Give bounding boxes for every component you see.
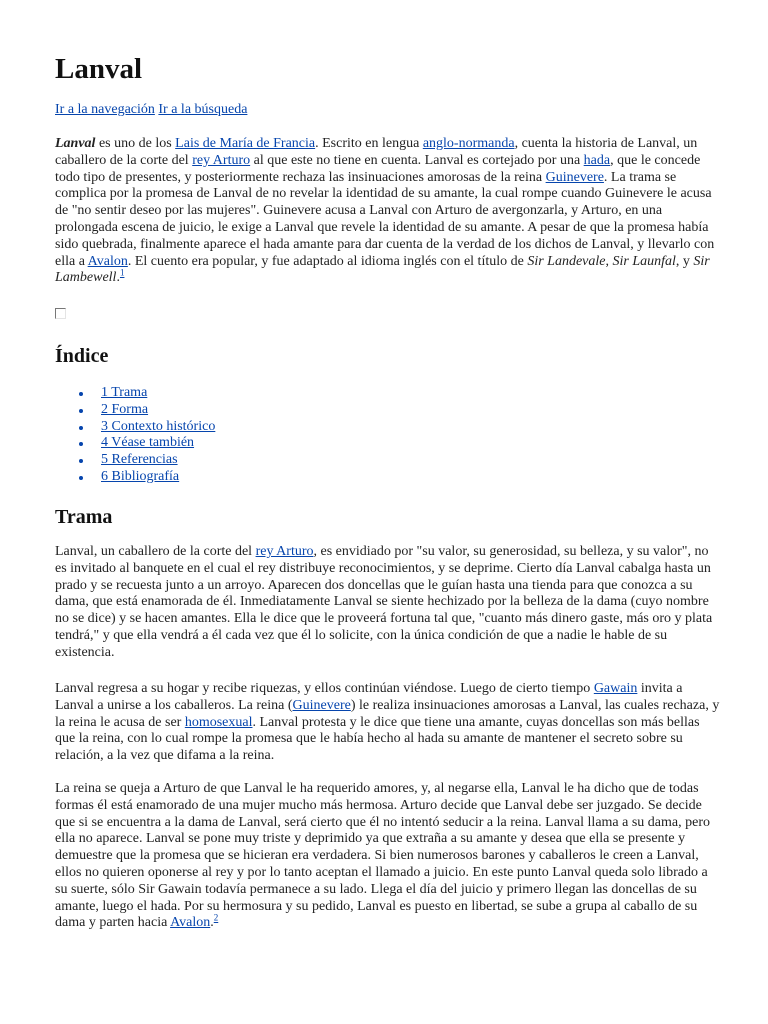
toc-item: [55, 452, 215, 469]
jump-links: [55, 101, 247, 119]
toc-link-trama[interactable]: 1 Trama: [101, 385, 148, 400]
trama-paragraph-2: Lanval regresa a su hogar y recibe riquezas, y ellos continúan viéndose. Luego de cierto tiempo Gawain invita a Lanval a unirse a los caballeros. La reina (Guinevere) le realiza insinuaciones amorosas a Lanval, las cuales rechaza, y la reina le acusa de ser homosexual. Lanval protesta y le dice que tiene una amante, cuyas doncellas son más bellas que la reina, con lo cual rompe la promesa que le había hecho al hada su amante de mantener el secreto sobre su relación, a la vez que difama a la reina.: [55, 681, 720, 764]
link-rey-arturo-2[interactable]: rey Arturo: [255, 544, 314, 559]
trama-paragraph-3: La reina se queja a Arturo de que Lanval le ha requerido amores, y, al negarse ella, Lanval le ha dicho que de todas formas él está enamorado de una mujer mucho más hermosa. Arturo decide que Lanval debe ser juzgado. Se decide que si se encuentra a la dama de Lanval, será cierto que él no intentó seducir a la reina. Lanval llama a su dama, pero ella no aparece. Lanval se pone muy triste y deprimido ya que extraña a su amante y desea que ella se presente y demuestre que la promesa que se hicieran era verdadera. Si bien numerosos barones y caballeros le creen a Lanval, ellos no quieren oponerse al rey y por lo tanto aceptan el llamado a juicio. En este punto Lanval queda solo librado a su suerte, sólo Sir Gawain todavía permanece a su lado. Llega el día del juicio y primero llegan las doncellas de su amante, luego el hada. Por su hermosura y su pedido, Lanval es puesto en libertad, se sube a grupa al caballo de su dama y parten hacia Avalon.$^2$: [55, 781, 710, 931]
toc-link-contexto-historico[interactable]: 3 Contexto histórico: [101, 418, 216, 434]
link-homosexual[interactable]: homosexual: [184, 714, 253, 730]
toc-heading: Índice: [55, 345, 109, 367]
intro-term: Lanval: [55, 136, 96, 151]
link-avalon[interactable]: Avalon: [87, 253, 128, 269]
link-lais-de-maria[interactable]: Lais de María de Francia: [175, 136, 316, 151]
toc-link-bibliografia[interactable]: 6 Bibliografía: [101, 468, 180, 484]
jump-to-navigation-link[interactable]: Ir a la navegación: [55, 102, 155, 117]
table-of-contents: [55, 385, 215, 486]
link-avalon-2[interactable]: Avalon: [170, 915, 211, 931]
toc-item: [55, 402, 215, 419]
toc-item: [55, 385, 215, 402]
link-hada[interactable]: hada: [583, 152, 611, 168]
intro-paragraph: Lanval es uno de los Lais de María de Francia. Escrito en lengua anglo-normanda, cuenta la historia de Lanval, un caballero de la corte del rey Arturo al que este no tiene en cuenta. Lanval es cortejado por una hada, que le concede todo tipo de presentes, y posteriormente rechaza las insinuaciones amorosas de la reina Guinevere. La trama se complica por la promesa de Lanval de no revelar la identidad de su amante, la cual rompe cuando Guinevere le acusa de "no sentir deseo por las mujeres". Guinevere acusa a Lanval con Arturo de avergonzarla, y Arturo, en una prolongada escena de juicio, le exige a Lanval que revele la identidad de su amante. A pesar de que la promesa había sido quebrada, finalmente aparece el hada amante para dar cuenta de la verdad de los dichos de Lanval, y llevarlo con ella a Avalon. El cuento era popular, y fue adaptado al idioma inglés con el título de Sir Landevale, Sir Launfal, y Sir Lambewell.$^1$: [55, 136, 715, 286]
trama-paragraph-1: Lanval, un caballero de la corte del rey Arturo, es envidiado por "su valor, su generosidad, su belleza, y su valor", no es invitado al banquete en el cual el rey distribuye reconocimientos, y se deprime. Cierto día Lanval cabalga hasta un prado y se recuesta junto a un arroyo. Aparecen dos doncellas que le guían hasta una tienda para que conozca a su dama, que está enamorada de él. Inmediatamente Lanval se siente hechizado por la belleza de la dama (cuyo nombre no se dice) y se hacen amantes. Ella le dice que le proveerá fortuna tal que, "cuanto más dinero gaste, más oro y plata tendrá," y que ella vendrá a él cada vez que él lo solicite, con la única condición de que a nadie le hable de su existencia.: [55, 544, 713, 660]
toc-link-referencias[interactable]: 5 Referencias: [101, 452, 178, 468]
reference-1-link[interactable]: 1: [119, 267, 125, 278]
section-heading-trama: Trama: [55, 506, 113, 528]
toc-toggle-checkbox[interactable]: [55, 308, 66, 319]
link-rey-arturo[interactable]: rey Arturo: [192, 152, 251, 168]
toc-item: [55, 469, 215, 486]
link-guinevere[interactable]: Guinevere: [545, 169, 604, 185]
toc-item: [55, 419, 215, 436]
link-anglo-normanda[interactable]: anglo-normanda: [422, 136, 515, 151]
toc-item: [55, 435, 215, 452]
page-title: Lanval: [55, 53, 143, 85]
toc-link-vease-tambien[interactable]: 4 Véase también: [101, 435, 195, 451]
reference-2-link[interactable]: 2: [213, 912, 219, 923]
link-guinevere-2[interactable]: Guinevere: [292, 697, 351, 713]
jump-to-search-link[interactable]: Ir a la búsqueda: [158, 102, 248, 117]
toc-link-forma[interactable]: 2 Forma: [101, 401, 149, 417]
link-gawain[interactable]: Gawain: [593, 681, 638, 696]
